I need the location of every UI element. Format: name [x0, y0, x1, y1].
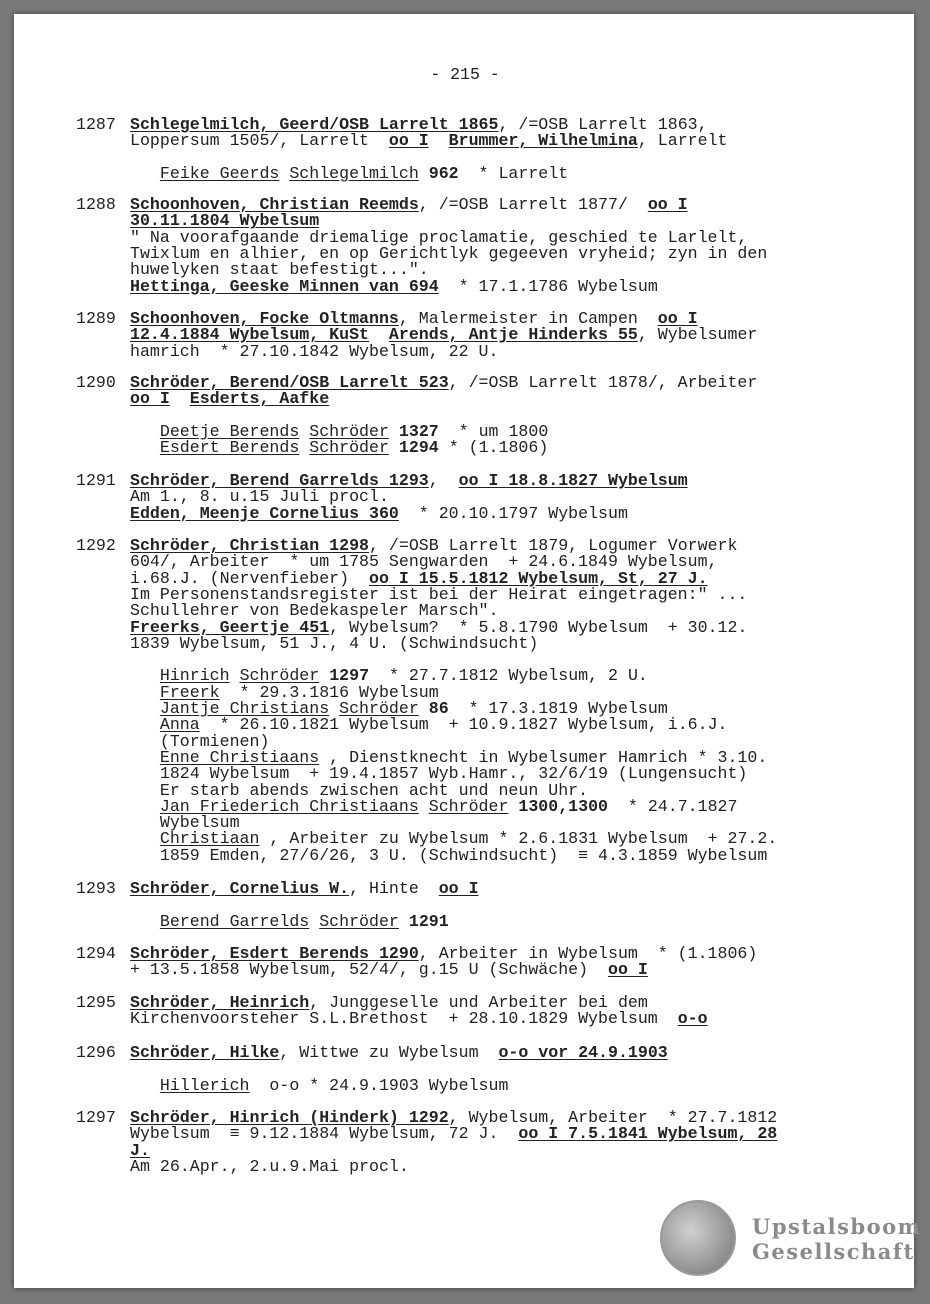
entry-text: Brummer, Wilhelmina	[448, 131, 638, 151]
entry-text: , Arbeiter zu Wybelsum * 2.6.1831 Wybelsum + 27.2.	[259, 829, 778, 849]
entry-text: 1839 Wybelsum, 51 J., 4 U. (Schwindsucht)	[130, 633, 539, 653]
entry-text: Schröder	[339, 699, 419, 718]
entry-text: , Wittwe zu Wybelsum	[279, 1043, 499, 1062]
entry-text: oo I	[388, 131, 429, 151]
entry-text: o-o	[677, 1009, 708, 1029]
entry-text: 1824 Wybelsum + 19.4.1857 Wyb.Hamr., 32/6/19 (Lungensucht)	[130, 764, 748, 784]
entry-text: , Wybelsum? * 5.8.1790 Wybelsum + 30.12.	[329, 617, 748, 637]
entry-text: o-o * 24.9.1903 Wybelsum	[249, 1075, 509, 1095]
entry-text: , Arbeiter in Wybelsum * (1.1806)	[418, 944, 758, 963]
entry-text: * 20.10.1797 Wybelsum	[398, 503, 628, 523]
entry-text: Am 26.Apr., 2.u.9.Mai procl.	[130, 1156, 409, 1176]
entry-text	[130, 164, 160, 183]
entry-text: Schröder	[319, 911, 399, 931]
entry-text: , Junggeselle und Arbeiter bei dem	[309, 993, 648, 1012]
entry-text: Schröder, Hilke	[130, 1043, 280, 1062]
entry-text: Wybelsum ≡ 9.12.1884 Wybelsum, 72 J.	[130, 1124, 519, 1144]
entry-number: 1291	[76, 471, 116, 490]
entry-line	[130, 633, 539, 653]
entry-text: 12.4.1884 Wybelsum, KuSt	[130, 325, 369, 345]
entry-text: Schröder, Cornelius W.	[130, 879, 350, 898]
entry-line	[130, 845, 768, 865]
entry-text: Anna	[159, 715, 200, 735]
entry-text: Schröder, Berend/OSB Larrelt 523	[130, 373, 449, 392]
entry-text: huwelyken staat befestigt...".	[130, 260, 429, 280]
entry-text: * (1.1806)	[438, 438, 549, 458]
entry-text: Schröder, Hinrich (Hinderk) 1292	[130, 1108, 449, 1127]
entry-text: Freerks, Geertje 451	[130, 617, 330, 637]
page-number: - 215 -	[430, 65, 500, 84]
entry-line	[130, 133, 728, 149]
entry-text: Hinrich	[159, 666, 230, 686]
entry-text	[309, 912, 319, 931]
entry-text: oo I	[607, 960, 648, 980]
entry-text	[279, 164, 289, 183]
entry-text: Jan Friederich Christiaans	[159, 796, 419, 816]
entry-text: Schröder, Christian 1298	[130, 536, 369, 555]
entry-text: " Na voorafgaande driemalige proclamatie, geschied te Larlelt,	[130, 227, 748, 247]
entry-text: hamrich * 27.10.1842 Wybelsum, 22 U.	[130, 341, 499, 361]
entry-text: Hillerich	[159, 1075, 250, 1095]
entry-number: 1294	[76, 944, 116, 963]
entry-number: 1297	[76, 1108, 116, 1127]
entry-text: Wybelsum	[130, 813, 240, 833]
entry-text: * 17.3.1819 Wybelsum	[448, 699, 668, 718]
entry-text: oo I	[657, 309, 698, 328]
entry-text	[130, 1076, 160, 1095]
entry-text: 604/, Arbeiter * um 1785 Sengwarden + 24.6.1849 Wybelsum,	[130, 552, 718, 572]
entry-text: Esdert Berends	[159, 438, 300, 458]
entry-text: , Wybelsum, Arbeiter * 27.7.1812	[448, 1108, 778, 1127]
entry-text: Enne Christiaans	[159, 747, 320, 767]
entry-text: Schröder	[428, 796, 509, 816]
entry-text: * um 1800	[438, 421, 549, 441]
entry-text: Esderts, Aafke	[189, 389, 330, 409]
entry-number: 1290	[76, 373, 116, 392]
entry-line	[130, 1011, 708, 1027]
entry-text: Er starb abends zwischen acht und neun Uhr.	[130, 780, 589, 800]
entry-text: * 26.10.1821 Wybelsum + 10.9.1827 Wybelsum, i.6.J.	[199, 715, 728, 735]
entry-text: Arends, Antje Hinderks 55	[388, 325, 638, 345]
entry-text: * 17.1.1786 Wybelsum	[438, 276, 658, 296]
entry-text: , Malermeister in Campen	[398, 309, 658, 328]
entry-text: Im Personenstandsregister ist bei der Heirat eingetragen:" ...	[130, 584, 748, 604]
entry-number: 1292	[76, 536, 116, 555]
entry-text: 1297	[329, 666, 370, 686]
entry-text	[508, 797, 518, 816]
entry-line	[130, 341, 499, 361]
entry-text: Schoonhoven, Focke Oltmanns	[130, 309, 399, 328]
entry-text: Deetje Berends	[159, 421, 300, 441]
entry-text	[170, 389, 190, 408]
entry-number: 1288	[76, 195, 116, 214]
entry-text: i.68.J. (Nervenfieber)	[130, 568, 369, 588]
entry-text: , /=OSB Larrelt 1878/, Arbeiter	[448, 373, 758, 392]
entry-text: Schröder, Heinrich	[130, 993, 310, 1012]
entry-text: * 24.7.1827	[608, 796, 738, 816]
entry-text: Twixlum en alhier, en op Gerichtlyk gegeeven vryheid; zyn in den	[130, 243, 768, 263]
entry-number: 1289	[76, 309, 116, 328]
entry-text: + 13.5.1858 Wybelsum, 52/4/, g.15 U (Schwäche)	[130, 960, 608, 980]
entry-text: * Larrelt	[458, 163, 569, 183]
entry-text: oo I 15.5.1812 Wybelsum, St, 27 J.	[369, 568, 708, 588]
entry-text: 1327	[398, 421, 439, 441]
entry-text	[419, 797, 429, 816]
entry-text: 1294	[398, 438, 439, 458]
entry-text	[419, 164, 429, 183]
entry-line	[130, 1126, 777, 1142]
entry-text: 1300,1300	[518, 796, 609, 816]
logo-line-1: Upstalsboom	[752, 1214, 922, 1239]
entry-text: Berend Garrelds	[159, 911, 310, 931]
entry-line	[130, 1075, 509, 1095]
entry-text: , Hinte	[349, 879, 439, 898]
entry-text: oo I	[647, 195, 688, 214]
entry-text: oo I 7.5.1841 Wybelsum, 28	[518, 1124, 778, 1144]
entry-text: Kirchenvoorsteher S.L.Brethost + 28.10.1829 Wybelsum	[130, 1009, 678, 1029]
entry-text: Schlegelmilch	[289, 163, 419, 183]
entry-text: 1859 Emden, 27/6/26, 3 U. (Schwindsucht) ≡ 4.3.1859 Wybelsum	[130, 845, 768, 865]
entry-text: Edden, Meenje Cornelius 360	[130, 503, 399, 523]
entry-text: Jantje Christians	[159, 699, 330, 718]
entry-line	[130, 276, 658, 296]
entry-line	[130, 440, 548, 456]
entry-text: Schröder, Esdert Berends 1290	[130, 944, 419, 963]
entry-text: oo I 18.8.1827 Wybelsum	[458, 471, 688, 490]
entry-line	[130, 391, 329, 407]
entry-text: J.	[130, 1140, 150, 1160]
entry-text: 86	[428, 699, 449, 718]
entry-text: * 29.3.1816 Wybelsum	[219, 682, 439, 702]
entry-text	[429, 131, 449, 150]
seal-logo-icon	[660, 1200, 736, 1276]
entry-text: , Larrelt	[637, 131, 728, 151]
entry-text	[299, 438, 309, 457]
entry-text: Schlegelmilch, Geerd/OSB Larrelt 1865	[130, 115, 499, 134]
entry-text: 30.11.1804 Wybelsum	[130, 211, 320, 231]
entry-text: , /=OSB Larrelt 1877/	[418, 195, 648, 214]
entry-text	[389, 438, 399, 457]
entry-text: oo I	[438, 879, 479, 898]
logo-line-2: Gesellschaft	[752, 1239, 915, 1264]
society-logo	[752, 1214, 921, 1264]
entry-text: Am 1., 8. u.15 Juli procl.	[130, 487, 389, 507]
entry-text: Feike Geerds	[159, 163, 280, 183]
entry-text: 1291	[408, 911, 449, 931]
entry-number: 1296	[76, 1043, 116, 1062]
entry-line	[130, 1156, 409, 1176]
entry-text: Schoonhoven, Christian Reemds	[130, 195, 419, 214]
entry-text	[130, 438, 160, 457]
entry-text: Schröder, Berend Garrelds 1293	[130, 471, 429, 490]
entry-text: ,	[428, 471, 459, 490]
entry-line	[130, 1045, 668, 1061]
entry-line	[130, 503, 628, 523]
entry-line	[130, 881, 479, 897]
entry-text: , /=OSB Larrelt 1863,	[498, 115, 708, 134]
entry-text: Freerk	[159, 682, 220, 702]
entry-text: Schröder	[309, 421, 389, 441]
entry-number: 1287	[76, 115, 116, 134]
entry-text: Christiaan	[159, 829, 260, 849]
entry-text: o-o vor 24.9.1903	[498, 1043, 668, 1062]
entry-line	[130, 911, 449, 931]
entry-text: , Wybelsumer	[637, 325, 758, 345]
entry-text: , /=OSB Larrelt 1879, Logumer Vorwerk	[369, 536, 738, 555]
entry-text: * 27.7.1812 Wybelsum, 2 U.	[369, 666, 648, 686]
entry-text: oo I	[130, 389, 170, 409]
entry-text	[399, 912, 409, 931]
entry-text: Hettinga, Geeske Minnen van 694	[130, 276, 439, 296]
entry-text: 962	[428, 163, 459, 183]
entry-text: , Dienstknecht in Wybelsumer Hamrich * 3.10.	[319, 747, 768, 767]
entry-text: Schullehrer von Bedekaspeler Marsch".	[130, 601, 499, 621]
entry-text: (Tormienen)	[130, 731, 270, 751]
entry-line	[130, 163, 569, 183]
entry-number: 1295	[76, 993, 116, 1012]
entry-text	[130, 912, 160, 931]
entry-text: Loppersum 1505/, Larrelt	[130, 131, 389, 151]
entry-text: Schröder	[309, 438, 389, 458]
entry-number: 1293	[76, 879, 116, 898]
entry-line	[130, 962, 648, 978]
entry-text: Schröder	[239, 666, 320, 686]
